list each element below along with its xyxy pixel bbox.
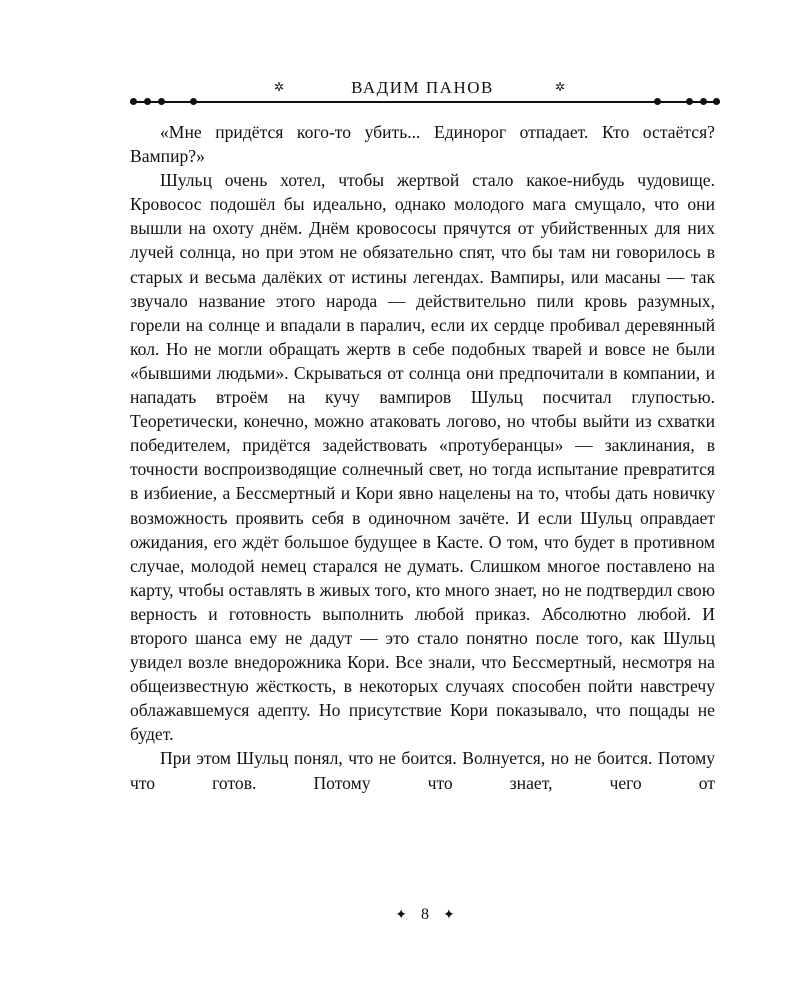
running-header (130, 78, 715, 100)
paragraph-quote: «Мне придётся кого-то убить... Единорог отпадает. Кто остаётся? Вампир?» (130, 122, 715, 167)
rule-dot-icon (654, 98, 661, 105)
paragraph-main: Шульц очень хотел, чтобы жертвой стало какое-нибудь чудовище. Кровосос подошёл бы идеально, однако молодого мага смущало, что они вышли на охоту днём. Днём кровососы прячутся от убийственных для них лучей солнца, но при этом не обязательно спят, что бы там ни говорилось в старых и весьма далёких от истины легендах. Вампиры, или масаны — так звучало название этого народа — действительно пили кровь разумных, горели на солнце и впадали в паралич, если их сердце пробивал деревянный кол. Но не могли обращать жертв в себе подобных тварей и вовсе не были «бывшими людьми». Скрываться от солнца они предпочитали в компании, и нападать втроём на кучу вампиров Шульц посчитал глупостью. Теоретически, конечно, можно атаковать логово, но чтобы выйти из схватки победителем, придётся задействовать «протуберанцы» — заклинания, в точности воспроизводящие солнечный свет, но тогда испытание превратится в избиение, а Бессмертный и Кори явно нацелены на то, чтобы дать новичку возможность проявить себя в одиночном зачёте. И если Шульц оправдает ожидания, его ждёт большое будущее в Касте. О том, что будет в противном случае, молодой немец старался не думать. Слишком многое поставлено на карту, чтобы оставлять в живых того, кто много знает, но не подтвердил свою верность и готовность выполнить любой приказ. Абсолютно любой. И второго шанса ему не дадут — это стало понятно после того, как Шульц увидел возле внедорожника Кори. Все знали, что Бессмертный, несмотря на общеизвестную жёсткость, в некоторых случаях способен пойти навстречу облажавшемуся адепту. Но присутствие Кори показывало, что пощады не будет. (130, 170, 715, 745)
header-rule (130, 101, 720, 103)
rule-dot-icon (686, 98, 693, 105)
ornament-right-icon: ✲ (555, 80, 566, 94)
body-text (130, 120, 715, 795)
rule-dot-icon (130, 98, 137, 105)
page-footer (370, 905, 480, 925)
book-author-title: ВАДИМ ПАНОВ (351, 78, 494, 97)
star-right-icon: ✦ (443, 908, 455, 923)
ornament-left-icon: ✲ (274, 80, 285, 94)
rule-dot-icon (190, 98, 197, 105)
rule-dot-icon (713, 98, 720, 105)
rule-dot-icon (158, 98, 165, 105)
rule-dot-icon (700, 98, 707, 105)
star-left-icon: ✦ (395, 908, 407, 923)
page-number: 8 (421, 906, 429, 923)
paragraph-final: При этом Шульц понял, что не боится. Волнуется, но не боится. Потому что готов. Потому что знает, чего от (130, 748, 715, 793)
rule-dot-icon (144, 98, 151, 105)
